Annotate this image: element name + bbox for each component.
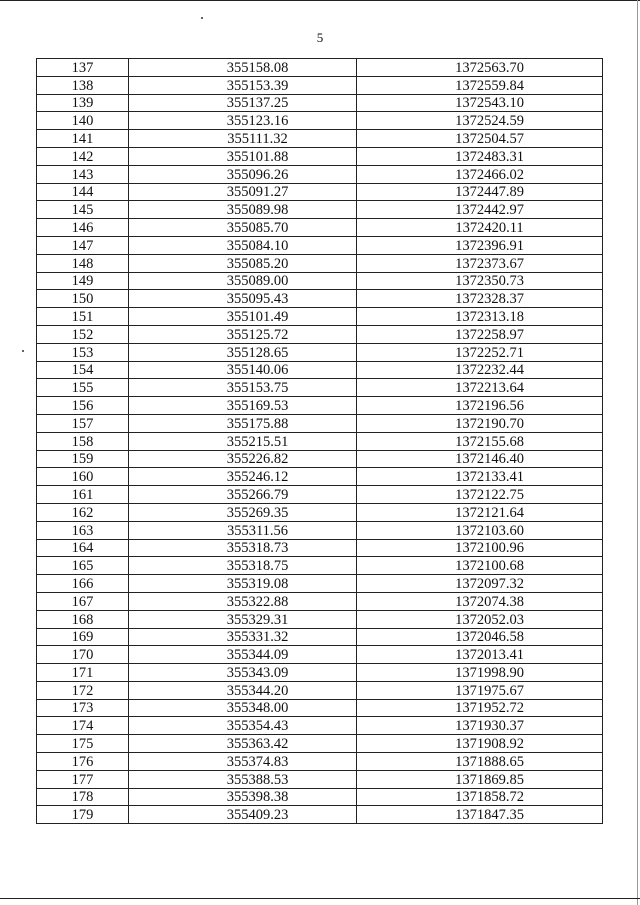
y-coordinate-cell: 1372252.71 (357, 343, 603, 361)
y-coordinate-cell: 1372121.64 (357, 503, 603, 521)
x-coordinate-cell: 355363.42 (129, 735, 357, 753)
point-number-cell: 151 (37, 308, 129, 326)
x-coordinate-cell: 355329.31 (129, 610, 357, 628)
x-coordinate-cell: 355089.00 (129, 272, 357, 290)
y-coordinate-cell: 1372328.37 (357, 290, 603, 308)
point-number-cell: 137 (37, 59, 129, 77)
y-coordinate-cell: 1371930.37 (357, 717, 603, 735)
table-row (37, 610, 603, 628)
table-row (37, 254, 603, 272)
x-coordinate-cell: 355344.09 (129, 646, 357, 664)
x-coordinate-cell: 355266.79 (129, 486, 357, 504)
coordinates-table (36, 58, 603, 824)
y-coordinate-cell: 1372155.68 (357, 432, 603, 450)
point-number-cell: 174 (37, 717, 129, 735)
y-coordinate-cell: 1371847.35 (357, 806, 603, 824)
table-row (37, 76, 603, 94)
x-coordinate-cell: 355348.00 (129, 699, 357, 717)
x-coordinate-cell: 355158.08 (129, 59, 357, 77)
point-number-cell: 162 (37, 503, 129, 521)
y-coordinate-cell: 1371869.85 (357, 770, 603, 788)
point-number-cell: 147 (37, 236, 129, 254)
x-coordinate-cell: 355331.32 (129, 628, 357, 646)
y-coordinate-cell: 1372122.75 (357, 486, 603, 504)
x-coordinate-cell: 355318.73 (129, 539, 357, 557)
point-number-cell: 169 (37, 628, 129, 646)
x-coordinate-cell: 355095.43 (129, 290, 357, 308)
point-number-cell: 164 (37, 539, 129, 557)
x-coordinate-cell: 355343.09 (129, 664, 357, 682)
point-number-cell: 179 (37, 806, 129, 824)
x-coordinate-cell: 355409.23 (129, 806, 357, 824)
x-coordinate-cell: 355123.16 (129, 112, 357, 130)
y-coordinate-cell: 1371858.72 (357, 788, 603, 806)
y-coordinate-cell: 1372563.70 (357, 59, 603, 77)
y-coordinate-cell: 1372046.58 (357, 628, 603, 646)
table-row (37, 753, 603, 771)
point-number-cell: 141 (37, 130, 129, 148)
point-number-cell: 167 (37, 592, 129, 610)
table-row (37, 361, 603, 379)
y-coordinate-cell: 1372196.56 (357, 397, 603, 415)
table-row (37, 379, 603, 397)
point-number-cell: 168 (37, 610, 129, 628)
point-number-cell: 153 (37, 343, 129, 361)
table-row (37, 717, 603, 735)
table-row (37, 414, 603, 432)
table-row (37, 432, 603, 450)
x-coordinate-cell: 355354.43 (129, 717, 357, 735)
point-number-cell: 146 (37, 219, 129, 237)
y-coordinate-cell: 1372466.02 (357, 165, 603, 183)
table-row (37, 94, 603, 112)
point-number-cell: 177 (37, 770, 129, 788)
point-number-cell: 144 (37, 183, 129, 201)
table-row (37, 592, 603, 610)
x-coordinate-cell: 355140.06 (129, 361, 357, 379)
y-coordinate-cell: 1372146.40 (357, 450, 603, 468)
y-coordinate-cell: 1372524.59 (357, 112, 603, 130)
point-number-cell: 142 (37, 147, 129, 165)
page-number: 5 (316, 30, 324, 45)
y-coordinate-cell: 1372074.38 (357, 592, 603, 610)
x-coordinate-cell: 355398.38 (129, 788, 357, 806)
x-coordinate-cell: 355128.65 (129, 343, 357, 361)
x-coordinate-cell: 355125.72 (129, 325, 357, 343)
x-coordinate-cell: 355085.70 (129, 219, 357, 237)
point-number-cell: 149 (37, 272, 129, 290)
y-coordinate-cell: 1372133.41 (357, 468, 603, 486)
table-row (37, 147, 603, 165)
y-coordinate-cell: 1372013.41 (357, 646, 603, 664)
point-number-cell: 160 (37, 468, 129, 486)
point-number-cell: 138 (37, 76, 129, 94)
y-coordinate-cell: 1372543.10 (357, 94, 603, 112)
x-coordinate-cell: 355388.53 (129, 770, 357, 788)
y-coordinate-cell: 1372052.03 (357, 610, 603, 628)
y-coordinate-cell: 1372373.67 (357, 254, 603, 272)
table-row (37, 59, 603, 77)
point-number-cell: 166 (37, 575, 129, 593)
table-row (37, 486, 603, 504)
point-number-cell: 157 (37, 414, 129, 432)
y-coordinate-cell: 1371975.67 (357, 681, 603, 699)
point-number-cell: 158 (37, 432, 129, 450)
x-coordinate-cell: 355101.49 (129, 308, 357, 326)
point-number-cell: 140 (37, 112, 129, 130)
x-coordinate-cell: 355226.82 (129, 450, 357, 468)
y-coordinate-cell: 1372313.18 (357, 308, 603, 326)
table-row (37, 699, 603, 717)
point-number-cell: 173 (37, 699, 129, 717)
table-row (37, 130, 603, 148)
x-coordinate-cell: 355101.88 (129, 147, 357, 165)
table-row (37, 539, 603, 557)
x-coordinate-cell: 355175.88 (129, 414, 357, 432)
x-coordinate-cell: 355269.35 (129, 503, 357, 521)
top-border-line (0, 0, 640, 1)
y-coordinate-cell: 1372447.89 (357, 183, 603, 201)
right-edge-line (637, 0, 638, 905)
x-coordinate-cell: 355096.26 (129, 165, 357, 183)
x-coordinate-cell: 355322.88 (129, 592, 357, 610)
y-coordinate-cell: 1372504.57 (357, 130, 603, 148)
x-coordinate-cell: 355246.12 (129, 468, 357, 486)
y-coordinate-cell: 1372559.84 (357, 76, 603, 94)
point-number-cell: 176 (37, 753, 129, 771)
point-number-cell: 150 (37, 290, 129, 308)
table-row (37, 503, 603, 521)
y-coordinate-cell: 1372350.73 (357, 272, 603, 290)
point-number-cell: 163 (37, 521, 129, 539)
table-row (37, 112, 603, 130)
table-row (37, 806, 603, 824)
y-coordinate-cell: 1371998.90 (357, 664, 603, 682)
y-coordinate-cell: 1372103.60 (357, 521, 603, 539)
bottom-border-line (0, 898, 640, 899)
table-row (37, 664, 603, 682)
point-number-cell: 171 (37, 664, 129, 682)
x-coordinate-cell: 355344.20 (129, 681, 357, 699)
table-row (37, 219, 603, 237)
y-coordinate-cell: 1372097.32 (357, 575, 603, 593)
x-coordinate-cell: 355374.83 (129, 753, 357, 771)
point-number-cell: 139 (37, 94, 129, 112)
point-number-cell: 165 (37, 557, 129, 575)
table-row (37, 343, 603, 361)
point-number-cell: 152 (37, 325, 129, 343)
x-coordinate-cell: 355311.56 (129, 521, 357, 539)
table-row (37, 325, 603, 343)
point-number-cell: 159 (37, 450, 129, 468)
x-coordinate-cell: 355091.27 (129, 183, 357, 201)
point-number-cell: 148 (37, 254, 129, 272)
point-number-cell: 161 (37, 486, 129, 504)
point-number-cell: 172 (37, 681, 129, 699)
point-number-cell: 178 (37, 788, 129, 806)
y-coordinate-cell: 1372442.97 (357, 201, 603, 219)
table-row (37, 735, 603, 753)
table-row (37, 681, 603, 699)
y-coordinate-cell: 1372190.70 (357, 414, 603, 432)
x-coordinate-cell: 355169.53 (129, 397, 357, 415)
y-coordinate-cell: 1372258.97 (357, 325, 603, 343)
table-row (37, 272, 603, 290)
table-row (37, 628, 603, 646)
x-coordinate-cell: 355089.98 (129, 201, 357, 219)
x-coordinate-cell: 355318.75 (129, 557, 357, 575)
scan-speck (201, 17, 203, 19)
table-row (37, 770, 603, 788)
table-body (37, 59, 603, 824)
table-row (37, 468, 603, 486)
x-coordinate-cell: 355153.75 (129, 379, 357, 397)
table-row (37, 557, 603, 575)
y-coordinate-cell: 1372100.68 (357, 557, 603, 575)
y-coordinate-cell: 1372100.96 (357, 539, 603, 557)
x-coordinate-cell: 355215.51 (129, 432, 357, 450)
table-row (37, 397, 603, 415)
y-coordinate-cell: 1371952.72 (357, 699, 603, 717)
y-coordinate-cell: 1371908.92 (357, 735, 603, 753)
table-row (37, 575, 603, 593)
table-row (37, 290, 603, 308)
point-number-cell: 156 (37, 397, 129, 415)
x-coordinate-cell: 355084.10 (129, 236, 357, 254)
point-number-cell: 145 (37, 201, 129, 219)
scan-speck (22, 350, 24, 352)
point-number-cell: 155 (37, 379, 129, 397)
x-coordinate-cell: 355319.08 (129, 575, 357, 593)
x-coordinate-cell: 355085.20 (129, 254, 357, 272)
x-coordinate-cell: 355153.39 (129, 76, 357, 94)
y-coordinate-cell: 1372232.44 (357, 361, 603, 379)
table-row (37, 450, 603, 468)
table-row (37, 646, 603, 664)
table-row (37, 201, 603, 219)
table-row (37, 236, 603, 254)
table-row (37, 521, 603, 539)
x-coordinate-cell: 355137.25 (129, 94, 357, 112)
x-coordinate-cell: 355111.32 (129, 130, 357, 148)
y-coordinate-cell: 1372420.11 (357, 219, 603, 237)
point-number-cell: 175 (37, 735, 129, 753)
table-row (37, 165, 603, 183)
point-number-cell: 154 (37, 361, 129, 379)
table-row (37, 308, 603, 326)
y-coordinate-cell: 1372213.64 (357, 379, 603, 397)
y-coordinate-cell: 1371888.65 (357, 753, 603, 771)
table-row (37, 788, 603, 806)
point-number-cell: 170 (37, 646, 129, 664)
y-coordinate-cell: 1372396.91 (357, 236, 603, 254)
y-coordinate-cell: 1372483.31 (357, 147, 603, 165)
table-row (37, 183, 603, 201)
point-number-cell: 143 (37, 165, 129, 183)
